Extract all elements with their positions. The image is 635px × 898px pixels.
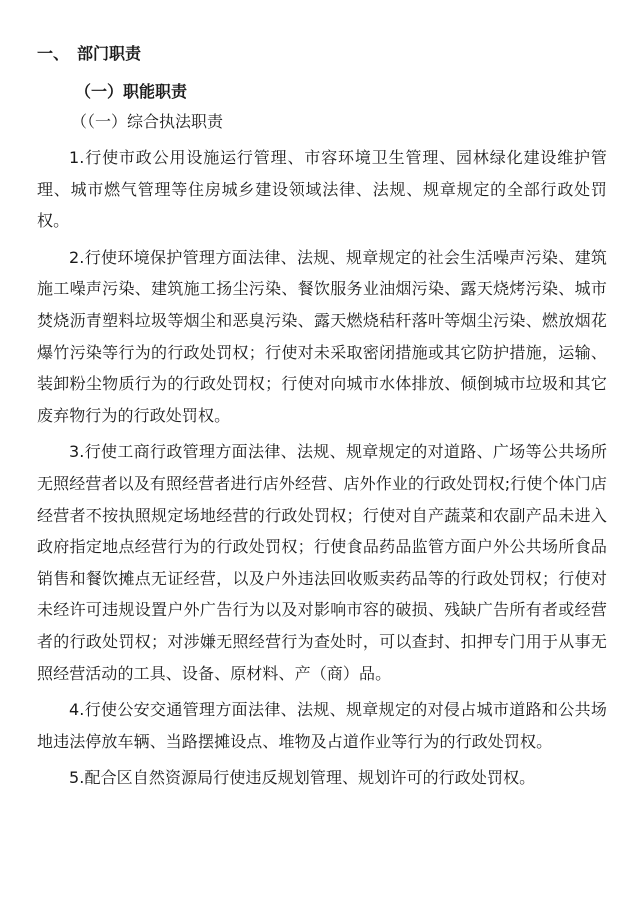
section-number: 一、 <box>37 44 70 63</box>
section-heading <box>37 42 607 66</box>
paragraph-4: 4.行使公安交通管理方面法律、法规、规章规定的对侵占城市道路和公共场地违法停放车辆、当路摆摊设点、堆物及占道作业等行为的行政处罚权。 <box>37 700 607 751</box>
paragraph-5: 5.配合区自然资源局行使违反规划管理、规划许可的行政处罚权。 <box>69 768 536 788</box>
sub-subsection-heading: （（一）综合执法职责 <box>71 112 224 131</box>
paragraph-2: 2.行使环境保护管理方面法律、法规、规章规定的社会生活噪声污染、建筑施工噪声污染、建筑施工扬尘污染、餐饮服务业油烟污染、露天烧烤污染、城市焚烧沥青塑料垃圾等烟尘和恶臭污染、露天燃烧秸秆落叶等烟尘污染、燃放烟花爆竹污染等行为的行政处罚权；行使对未采取密闭措施或其它防护措施，运输、装卸粉尘物质行为的行政处罚权；行使对向城市水体排放、倾倒城市垃圾和其它废弃物行为的行政处罚权。 <box>37 247 607 425</box>
section-title: 部门职责 <box>77 44 142 63</box>
paragraph-1: 1.行使市政公用设施运行管理、市容环境卫生管理、园林绿化建设维护管理、城市燃气管理等住房城乡建设领域法律、法规、规章规定的全部行政处罚权。 <box>37 148 607 231</box>
paragraph-3: 3.行使工商行政管理方面法律、法规、规章规定的对道路、广场等公共场所无照经营者以及有照经营者进行店外经营、店外作业的行政处罚权;行使个体门店经营者不按执照规定场地经营的行政处罚权；行使对自产蔬菜和农副产品未进入政府指定地点经营行为的行政处罚权；行使食品药品监管方面户外公共场所食品销售和餐饮摊点无证经营，以及户外违法回收贩卖药品等的行政处罚权；行使对未经许可违规设置户外广告行为以及对影响市容的破损、残缺广告所有者或经营者的行政处罚权；对涉嫌无照经营行为查处时，可以查封、扣押专门用于从事无照经营活动的工具、设备、原材料、产（商）品。 <box>37 442 607 683</box>
subsection-heading: （一）职能职责 <box>75 82 188 101</box>
